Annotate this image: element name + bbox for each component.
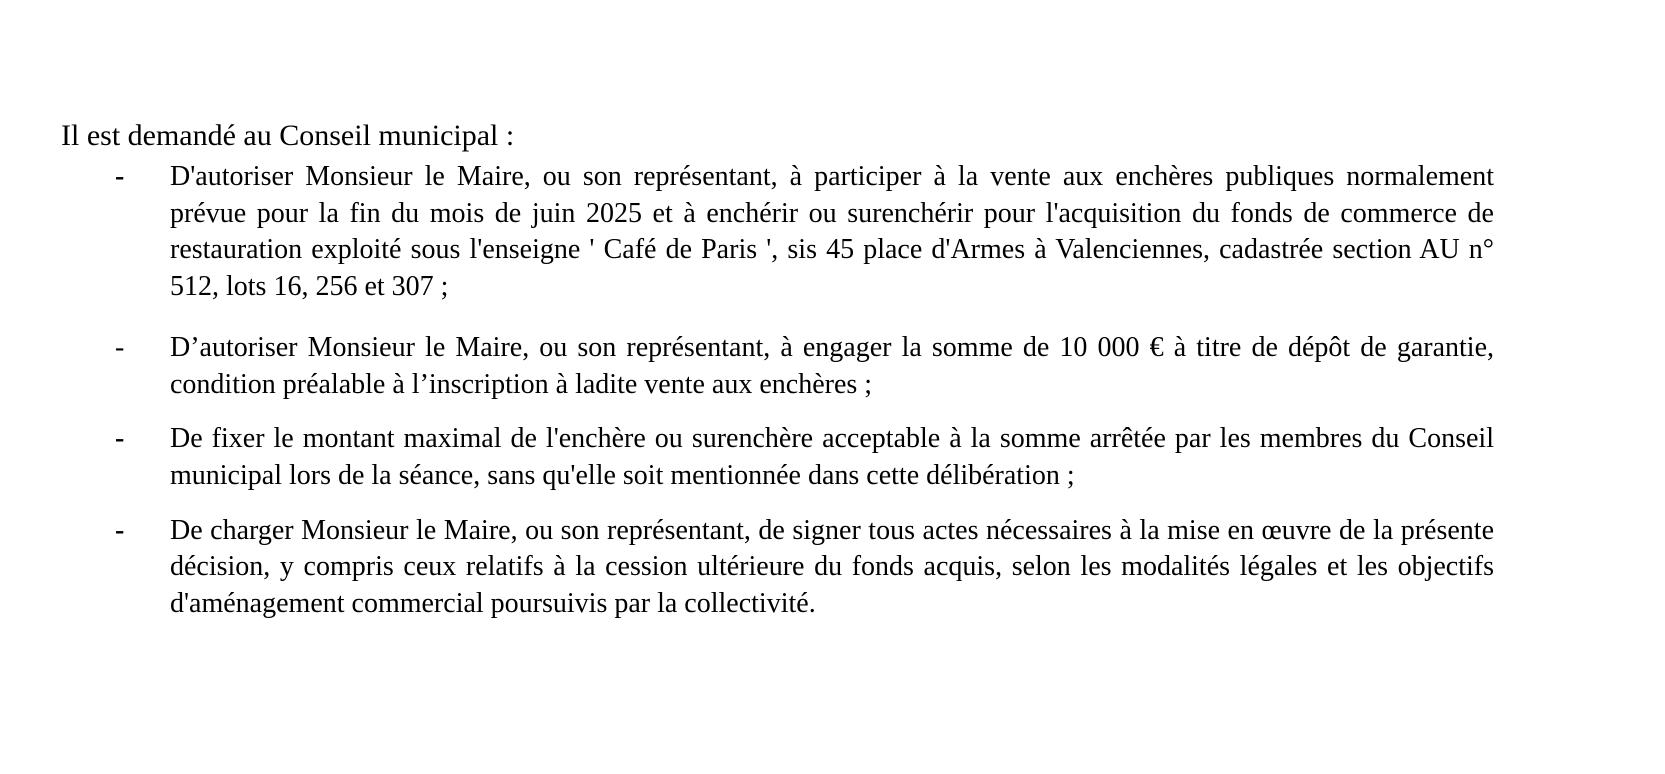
list-item: [61, 159, 1494, 306]
bullet-dash: -: [115, 161, 125, 192]
list-item-text: De charger Monsieur le Maire, ou son représentant, de signer tous actes nécessaires à la mise en œuvre de la présente décision, y compris ceux relatifs à la cession ultérieure du fonds acquis, selon les modalités légales et les objectifs d'aménagement commercial poursuivis par la collectivité.: [170, 514, 1494, 620]
list-item-text: D'autoriser Monsieur le Maire, ou son représentant, à participer à la vente aux enchères publiques normalement prévue pour la fin du mois de juin 2025 et à enchérir ou surenchérir pour l'acquisition du fonds de commerce de restauration exploité sous l'enseigne ' Café de Paris ', sis 45 place d'Armes à Valenciennes, cadastrée section AU n° 512, lots 16, 256 et 307 ;: [170, 161, 1494, 303]
resolution-list: [61, 159, 1541, 623]
intro-paragraph: Il est demandé au Conseil municipal :: [61, 119, 515, 152]
list-item-text: De fixer le montant maximal de l'enchère ou surenchère acceptable à la somme arrêtée par les membres du Conseil municipal lors de la séance, sans qu'elle soit mentionnée dans cette délibération ;: [170, 423, 1494, 491]
list-item: [61, 513, 1494, 623]
list-item: [61, 421, 1494, 494]
document-body: [61, 117, 1541, 623]
bullet-dash: -: [115, 514, 125, 546]
list-item: [61, 330, 1494, 403]
list-item-text: D’autoriser Monsieur le Maire, ou son représentant, à engager la somme de 10 000 € à titre de dépôt de garantie, condition préalable à l’inscription à ladite vente aux enchères ;: [170, 331, 1494, 400]
bullet-dash: -: [115, 423, 125, 455]
bullet-dash: -: [115, 331, 125, 363]
